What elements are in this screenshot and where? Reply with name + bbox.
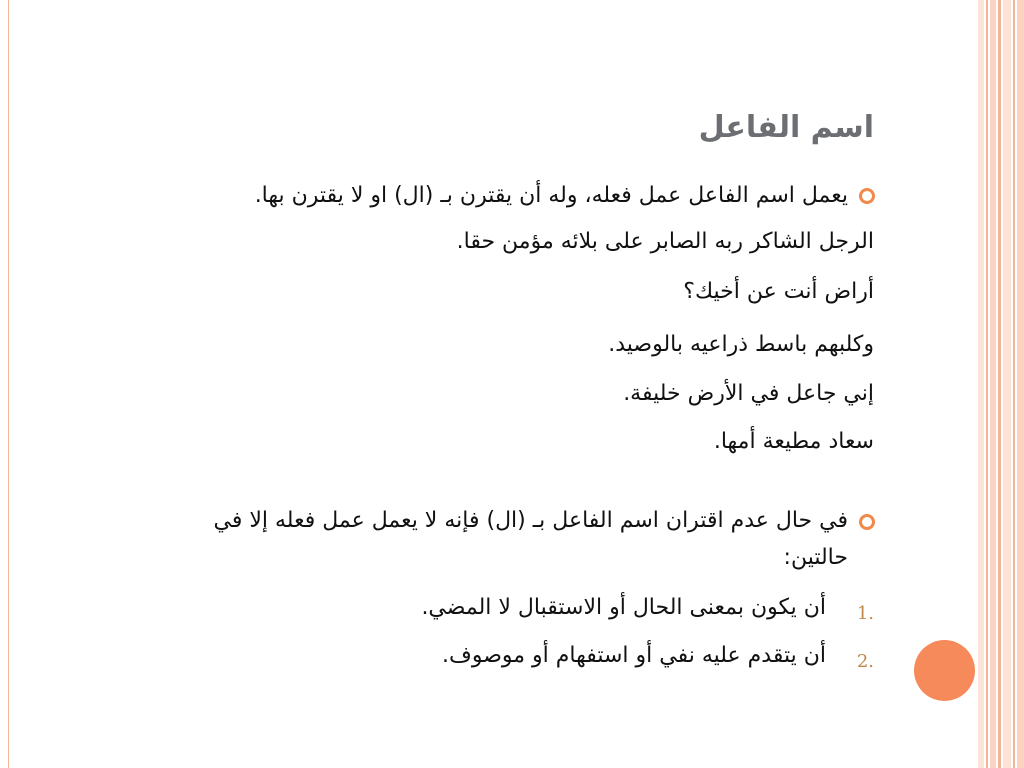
example-line: الرجل الشاكر ربه الصابر على بلائه مؤمن حقا. xyxy=(456,229,874,254)
decorative-stripe xyxy=(990,0,996,768)
list-item: أن يكون بمعنى الحال أو الاستقبال لا المضي. xyxy=(421,595,826,620)
decorative-stripe xyxy=(1013,0,1015,768)
list-number: 1. xyxy=(856,603,874,624)
slide-title: اسم الفاعل xyxy=(698,110,874,145)
bullet-icon xyxy=(859,514,875,530)
decorative-stripe xyxy=(986,0,988,768)
example-line: وكلبهم باسط ذراعيه بالوصيد. xyxy=(608,332,874,357)
example-line: أراض أنت عن أخيك؟ xyxy=(683,279,874,304)
example-line: إني جاعل في الأرض خليفة. xyxy=(623,381,874,406)
decorative-stripe xyxy=(1003,0,1011,768)
decorative-stripe xyxy=(998,0,1001,768)
example-line: سعاد مطيعة أمها. xyxy=(713,429,874,454)
decorative-stripe xyxy=(978,0,984,768)
bullet-text: حالتين: xyxy=(783,545,848,570)
decorative-stripe xyxy=(1017,0,1024,768)
list-number: 2. xyxy=(856,651,874,672)
frame-border xyxy=(8,0,9,768)
bullet-text: يعمل اسم الفاعل عمل فعله، وله أن يقترن بـ (ال) او لا يقترن بها. xyxy=(254,183,848,208)
bullet-text: في حال عدم اقتران اسم الفاعل بـ (ال) فإنه لا يعمل عمل فعله إلا في xyxy=(213,508,848,533)
bullet-icon xyxy=(859,188,875,204)
decorative-circle xyxy=(914,640,975,701)
list-item: أن يتقدم عليه نفي أو استفهام أو موصوف. xyxy=(442,643,826,668)
